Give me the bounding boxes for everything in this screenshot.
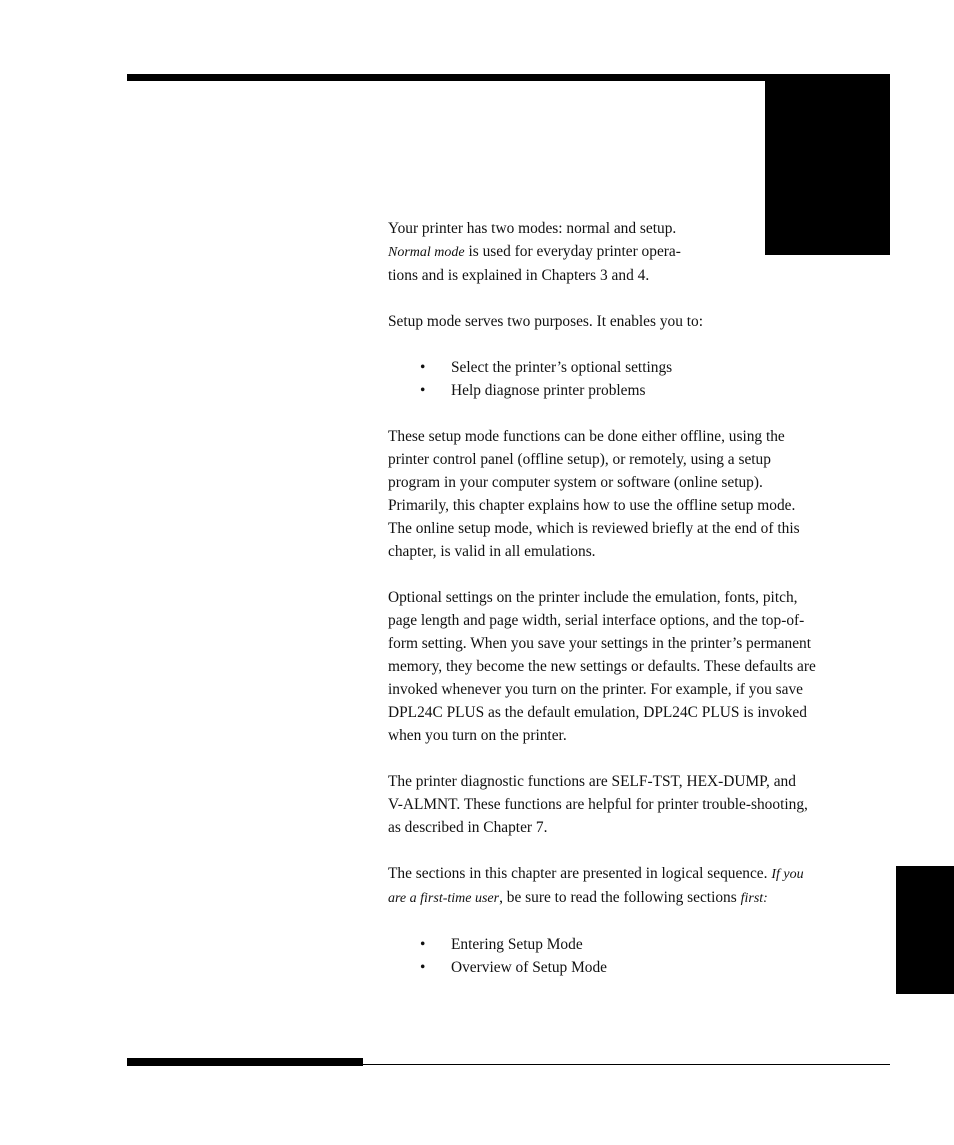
normal-mode-term: Normal mode: [388, 245, 465, 260]
bullet-icon: •: [420, 382, 426, 399]
optional-line: DPL24C PLUS as the default emulation, DPL24C PLUS is invoked: [388, 704, 807, 721]
intro-line-3: tions and is explained in Chapters 3 and 4.: [388, 267, 650, 284]
functions-line: program in your computer system or software (online setup).: [388, 474, 763, 491]
optional-settings-paragraph: [388, 586, 898, 747]
bullet-icon: •: [420, 359, 426, 376]
sections-emphasis: If you: [771, 867, 804, 882]
list-item: [388, 379, 898, 402]
functions-line: Primarily, this chapter explains how to use the offline setup mode.: [388, 497, 796, 514]
optional-line: Optional settings on the printer include the emulation, fonts, pitch,: [388, 589, 798, 606]
diagnostics-line: The printer diagnostic functions are SELF-TST, HEX-DUMP, and: [388, 773, 796, 790]
optional-line: invoked whenever you turn on the printer. For example, if you save: [388, 681, 804, 698]
list-item-text: Entering Setup Mode: [451, 936, 583, 953]
purposes-list: [388, 356, 898, 402]
sections-line-2-text: , be sure to read the following sections: [499, 889, 741, 906]
diagnostics-line: V-ALMNT. These functions are helpful for printer trouble-shooting,: [388, 796, 808, 813]
list-item-text: Select the printer’s optional settings: [451, 359, 673, 376]
intro-paragraph: [388, 217, 898, 287]
functions-line: The online setup mode, which is reviewed briefly at the end of this: [388, 520, 800, 537]
list-item: [388, 933, 898, 956]
sections-list: [388, 933, 898, 979]
side-thumb-tab: [896, 866, 954, 994]
functions-line: printer control panel (offline setup), or remotely, using a setup: [388, 451, 771, 468]
footer-rule-thin: [363, 1064, 890, 1065]
footer-rule-thick: [127, 1058, 363, 1066]
optional-line: page length and page width, serial interface options, and the top-of-: [388, 612, 805, 629]
functions-line: These setup mode functions can be done either offline, using the: [388, 428, 785, 445]
sections-line-1-text: The sections in this chapter are presented in logical sequence.: [388, 865, 772, 882]
sections-emphasis: are a first-time user: [388, 891, 500, 906]
intro-line-2: [388, 240, 898, 264]
functions-paragraph: [388, 425, 898, 563]
sections-line-1: [388, 862, 898, 886]
optional-line: form setting. When you save your settings in the printer’s permanent: [388, 635, 812, 652]
optional-line: memory, they become the new settings or defaults. These defaults are: [388, 658, 816, 675]
functions-line: chapter, is valid in all emulations.: [388, 543, 596, 560]
list-item-text: Overview of Setup Mode: [451, 959, 608, 976]
bullet-icon: •: [420, 936, 426, 953]
chapter-intro-body: [388, 217, 898, 1002]
sections-line-2: [388, 886, 898, 910]
purposes-paragraph: [388, 310, 898, 333]
list-item: [388, 956, 898, 979]
bullet-icon: •: [420, 959, 426, 976]
optional-line: when you turn on the printer.: [388, 727, 567, 744]
purposes-text: Setup mode serves two purposes. It enables you to:: [388, 313, 704, 330]
intro-line-2-text: is used for everyday printer opera-: [464, 243, 681, 260]
sections-paragraph: [388, 862, 898, 910]
intro-line-1: Your printer has two modes: normal and setup.: [388, 220, 677, 237]
diagnostics-line: as described in Chapter 7.: [388, 819, 548, 836]
sections-emphasis-first: first:: [740, 891, 768, 906]
list-item: [388, 356, 898, 379]
list-item-text: Help diagnose printer problems: [451, 382, 646, 399]
diagnostics-paragraph: [388, 770, 898, 839]
